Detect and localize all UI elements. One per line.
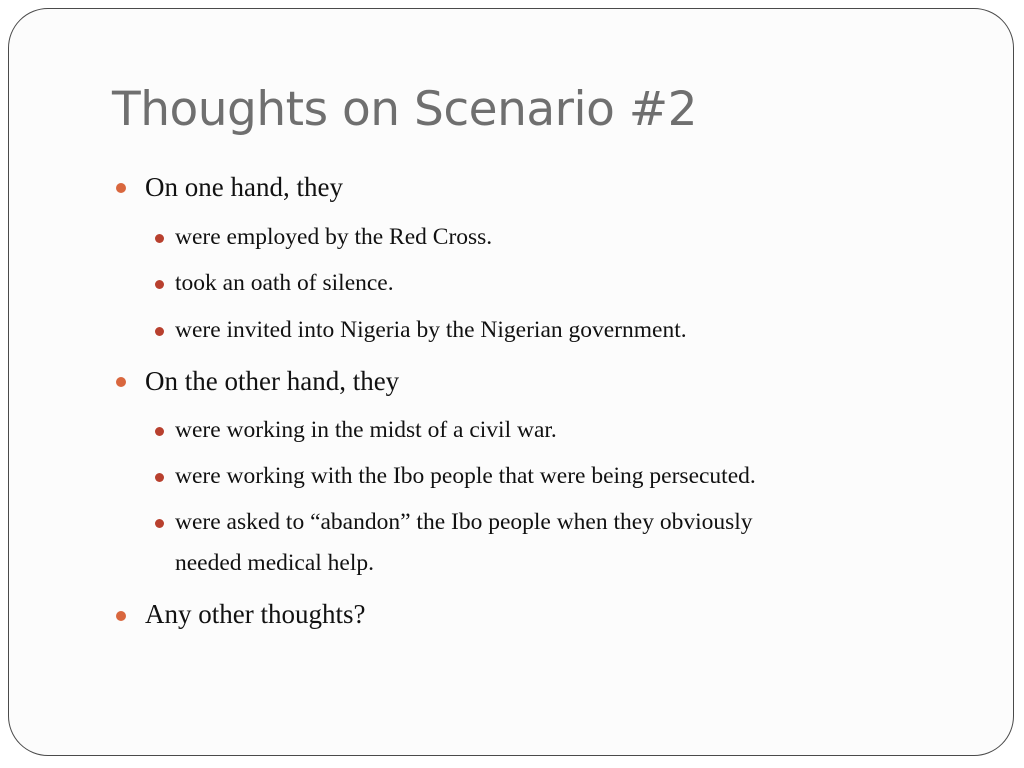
bullet-level1: Any other thoughts? — [145, 599, 366, 629]
sub-bullet-dot-icon — [155, 519, 164, 528]
bullet-level2: were asked to “abandon” the Ibo people when they obviously — [175, 509, 753, 535]
sub-bullet-dot-icon — [155, 327, 164, 336]
bullet-level1: On the other hand, they — [145, 366, 400, 396]
sub-bullet-dot-icon — [155, 280, 164, 289]
bullet-level2: were invited into Nigeria by the Nigerian government. — [175, 317, 687, 343]
slide-title: Thoughts on Scenario #2 — [112, 82, 698, 137]
bullet-level2: were working in the midst of a civil war. — [175, 417, 557, 443]
bullet-dot-icon — [116, 183, 126, 193]
bullet-level2: were employed by the Red Cross. — [175, 224, 493, 250]
sub-bullet-dot-icon — [155, 234, 164, 243]
bullet-dot-icon — [116, 611, 126, 621]
sub-bullet-dot-icon — [155, 473, 164, 482]
sub-bullet-dot-icon — [155, 427, 164, 436]
bullet-level1: On one hand, they — [145, 172, 343, 202]
bullet-level2: took an oath of silence. — [175, 270, 394, 296]
bullet-level2-continuation: needed medical help. — [175, 550, 375, 576]
bullet-level2: were working with the Ibo people that were being persecuted. — [175, 463, 756, 489]
bullet-dot-icon — [116, 377, 126, 387]
